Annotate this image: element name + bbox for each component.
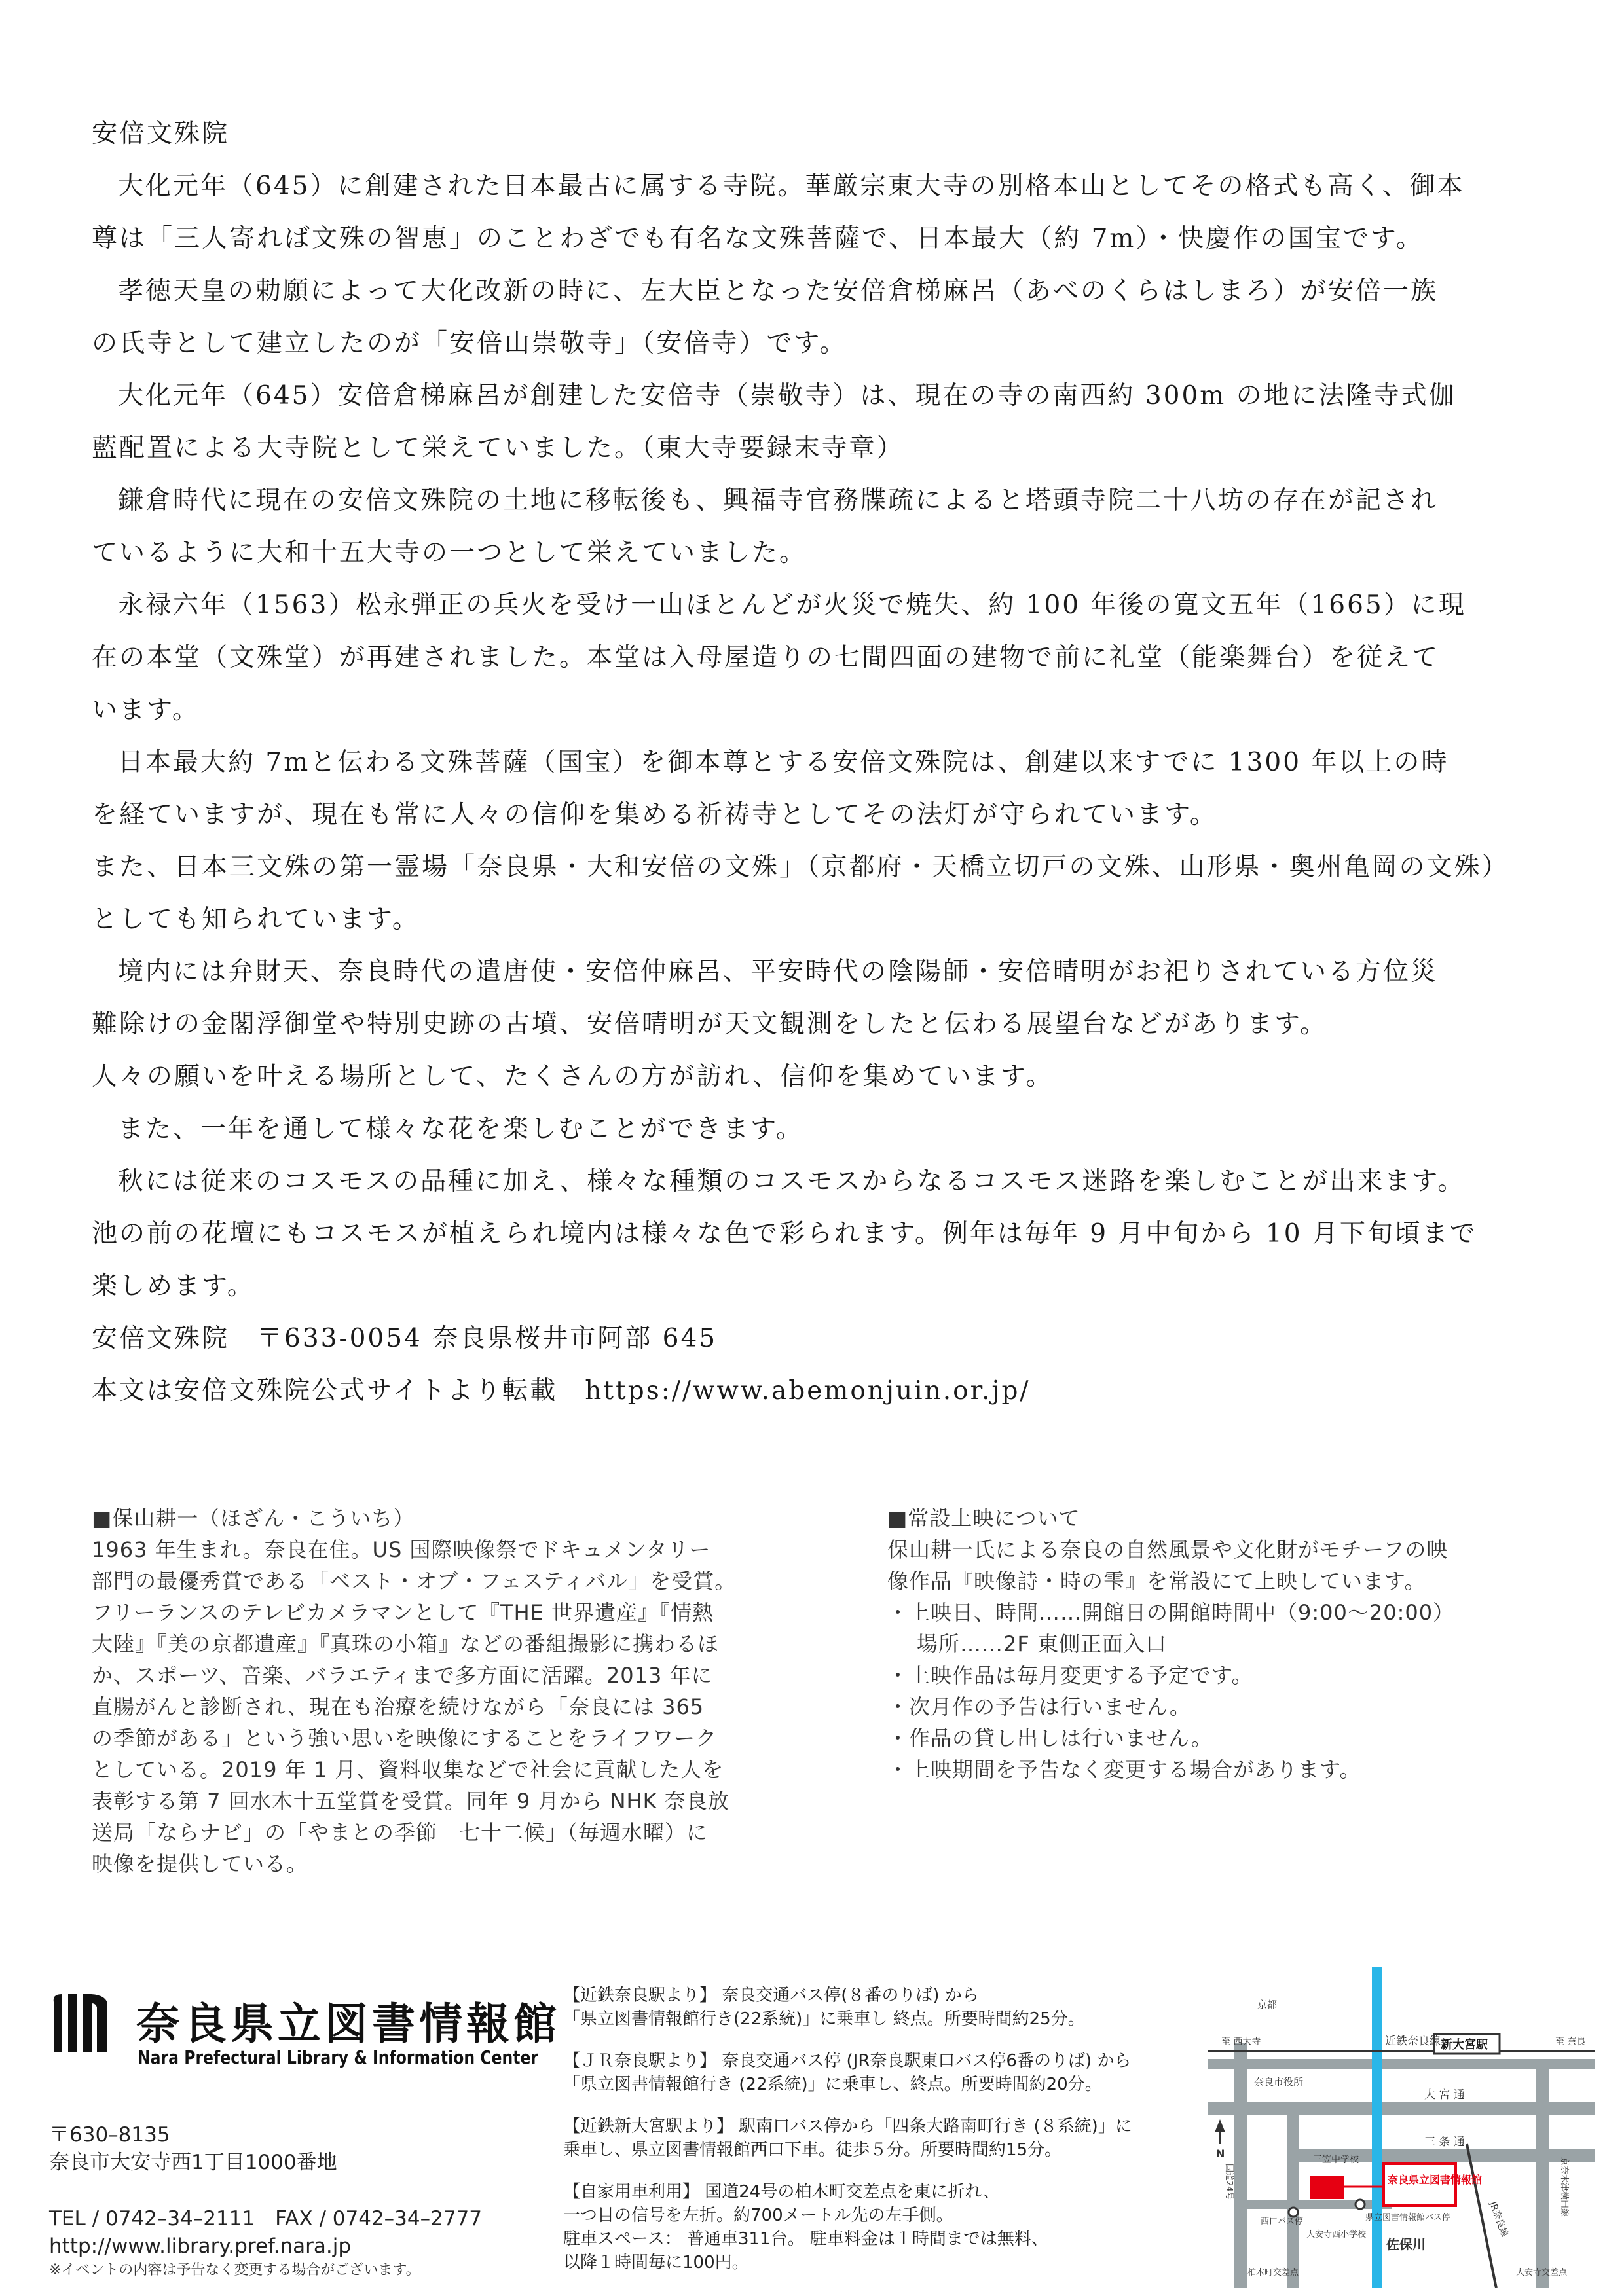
article-line: います。 xyxy=(92,695,200,725)
map-label-kyoto-kizugawa: 京奈木津横田線 xyxy=(1559,2157,1569,2217)
map-label-sangasa: 三笠中学校 xyxy=(1313,2155,1359,2165)
map-label-kashiwagi: 柏木町交差点 xyxy=(1247,2268,1299,2278)
access-block xyxy=(563,2115,1192,2162)
screening-list xyxy=(887,1597,1542,1785)
article-line: 本文は安倍文殊院公式サイトより転載 https://www.abemonjuin.or.jp/ xyxy=(92,1376,1031,1406)
map-label-route24: 国道24号 xyxy=(1224,2164,1234,2200)
profile-line: 大陸』『美の京都遺産』『真珠の小箱』などの番組撮影に携わるほ xyxy=(92,1631,720,1656)
article-body xyxy=(92,160,1539,1417)
library-marker xyxy=(1310,2176,1344,2199)
profile-line: としている。2019 年 1 月、資料収集などで社会に貢献した人を xyxy=(92,1757,724,1782)
library-address xyxy=(49,2121,482,2260)
screening-heading: ■常設上映について xyxy=(887,1506,1080,1531)
access-line: 「県立図書情報館行き(22系統)」に乗車し 終点。所要時間約25分。 xyxy=(563,2009,1085,2029)
article-line: 尊は「三人寄れば文殊の智恵」のことわざでも有名な文殊菩薩で、日本最大（約 7m）・快慶作の国宝です。 xyxy=(92,224,1424,253)
tel-fax: TEL / 0742–34–2111 FAX / 0742–34–2777 xyxy=(49,2207,482,2231)
postal-code: 〒630–8135 xyxy=(49,2123,170,2147)
library-name-jp: 奈良県立図書情報館 xyxy=(136,1999,561,2049)
road-route24 xyxy=(1234,2043,1247,2288)
access-line: 一つ目の信号を左折。約700メートル先の左手側。 xyxy=(563,2206,953,2225)
article-line: 人々の願いを叶える場所として、たくさんの方が訪れ、信仰を集めています。 xyxy=(92,1062,1054,1091)
access-line: 駐車スペース： 普通車311台。 駐車料金は１時間までは無料、 xyxy=(563,2229,1048,2249)
map-label-omiya: 大 宮 通 xyxy=(1424,2088,1465,2102)
library-name-en: Nara Prefectural Library & Information Center xyxy=(138,2047,539,2068)
map-label-daianji-school: 大安寺西小学校 xyxy=(1306,2230,1367,2240)
access-line: 「県立図書情報館行き (22系統)」に乗車し、終点。所要時間約20分。 xyxy=(563,2075,1102,2094)
event-note: ※イベントの内容は予告なく変更する場合がございます。 xyxy=(49,2262,420,2278)
map-label-daianji-crossing: 大安寺交差点 xyxy=(1516,2268,1568,2278)
profile-text xyxy=(92,1534,845,1880)
access-line: 【ＪＲ奈良駅より】 奈良交通バス停 (JR奈良駅東口バス停6番のりば) から xyxy=(563,2051,1132,2071)
article-line: 孝徳天皇の勅願によって大化改新の時に、左大臣となった安倍倉梯麻呂（あべのくらはしまろ）が安倍一族 xyxy=(118,276,1439,306)
article-line: 難除けの金閣浮御堂や特別史跡の古墳、安倍晴明が天文観測をしたと伝わる展望台などがあります。 xyxy=(92,1010,1327,1039)
profile-section xyxy=(92,1503,845,1880)
access-directions xyxy=(563,1984,1192,2293)
screening-intro-line: 保山耕一氏による奈良の自然風景や文化財がモチーフの映 xyxy=(887,1537,1449,1562)
access-line: 以降１時間毎に100円。 xyxy=(563,2253,749,2272)
profile-line: 部門の最優秀賞である「ベスト・オブ・フェスティバル」を受賞。 xyxy=(92,1569,737,1594)
access-block xyxy=(563,2180,1192,2274)
road-east xyxy=(1536,2059,1549,2288)
article-line: 楽しめます。 xyxy=(92,1271,255,1301)
article-line: 秋には従来のコスモスの品種に加え、様々な種類のコスモスからなるコスモス迷路を楽しむことが出来ます。 xyxy=(118,1167,1466,1196)
screening-section xyxy=(887,1503,1542,1785)
article-line: 境内には弁財天、奈良時代の遣唐使・安倍仲麻呂、平安時代の陰陽師・安倍晴明がお祀りされている方位災 xyxy=(118,957,1439,987)
screening-item: ・上映期間を予告なく変更する場合があります。 xyxy=(887,1757,1361,1782)
map-label-shin-omiya: 新大宮駅 xyxy=(1441,2038,1488,2052)
access-block xyxy=(563,2049,1192,2096)
library-logo-icon xyxy=(39,1984,118,2062)
screening-item: ・作品の貸し出しは行いません。 xyxy=(887,1726,1213,1751)
article-line: 日本最大約 7mと伝わる文殊菩薩（国宝）を御本尊とする安倍文殊院は、創建以来すでに 1300 年以上の時 xyxy=(118,748,1449,777)
profile-line: の季節がある」という強い思いを映像にすることをライフワーク xyxy=(92,1726,718,1751)
article xyxy=(92,108,1539,1417)
profile-line: 1963 年生まれ。奈良在住。US 国際映像祭でドキュメンタリー xyxy=(92,1537,711,1562)
profile-line: フリーランスのテレビカメラマンとして『THE 世界遺産』『情熱 xyxy=(92,1600,714,1625)
screening-item: ・上映作品は毎月変更する予定です。 xyxy=(887,1663,1253,1688)
map-label-north: N xyxy=(1216,2147,1225,2160)
road-library xyxy=(1234,2200,1392,2209)
article-line: 池の前の花壇にもコスモスが植えられ境内は様々な色で彩られます。例年は毎年 9 月中旬から 10 月下旬頃まで xyxy=(92,1219,1477,1248)
profile-heading: ■保山耕一（ほざん・こういち） xyxy=(92,1506,415,1531)
access-line: 【近鉄新大宮駅より】 駅南口バス停から「四条大路南町行き (８系統)」に xyxy=(563,2117,1132,2136)
library-bus-stop-icon xyxy=(1356,2200,1365,2209)
west-bus-stop-icon xyxy=(1289,2208,1298,2217)
article-line: 在の本堂（文殊堂）が再建されました。本堂は入母屋造りの七間四面の建物で前に礼堂（能楽舞台）を従えて xyxy=(92,643,1440,672)
map-label-jr: JR奈良線 xyxy=(1487,2200,1510,2238)
map-label-kyoto: 京都 xyxy=(1257,1999,1278,2011)
article-line: 安倍文殊院 〒633-0054 奈良県桜井市阿部 645 xyxy=(92,1324,718,1353)
profile-line: 表彰する第 7 回水木十五堂賞を受賞。同年 9 月から NHK 奈良放 xyxy=(92,1789,729,1813)
access-line: 【自家用車利用】 国道24号の柏木町交差点を東に折れ、 xyxy=(563,2182,1000,2202)
article-line: 大化元年（645）安倍倉梯麻呂が創建した安倍寺（崇敬寺）は、現在の寺の南西約 300m の地に法隆寺式伽 xyxy=(118,381,1456,410)
article-line: 藍配置による大寺院として栄えていました。（東大寺要録末寺章） xyxy=(92,433,904,463)
screening-item: 場所……2F 東側正面入口 xyxy=(917,1631,1167,1656)
profile-line: 直腸がんと診断され、現在も治療を続けながら「奈良には 365 xyxy=(92,1694,705,1719)
access-line: 乗車し、県立図書情報館西口下車。徒歩５分。所要時間約15分。 xyxy=(563,2140,1062,2160)
website-link[interactable]: http://www.library.pref.nara.jp xyxy=(49,2234,352,2258)
screening-intro xyxy=(887,1534,1542,1597)
street-address: 奈良市大安寺西1丁目1000番地 xyxy=(49,2151,337,2174)
profile-line: 送局「ならナビ」の「やまとの季節 七十二候」（毎週水曜）に xyxy=(92,1820,709,1845)
article-line: また、一年を通して様々な花を楽しむことができます。 xyxy=(118,1114,803,1144)
access-map xyxy=(1208,1967,1595,2288)
article-line: を経ていますが、現在も常に人々の信仰を集める祈祷寺としてその法灯が守られています。 xyxy=(92,800,1217,829)
article-line: また、日本三文殊の第一霊場「奈良県・大和安倍の文殊」（京都府・天橋立切戸の文殊、山形県・奥州亀岡の文殊） xyxy=(92,852,1509,882)
article-line: の氏寺として建立したのが「安倍山崇敬寺」（安倍寺）です。 xyxy=(92,329,847,358)
access-block xyxy=(563,1984,1192,2031)
library-logo xyxy=(39,1984,561,2102)
map-label-sanjo: 三 条 通 xyxy=(1424,2136,1465,2149)
screening-intro-line: 像作品『映像詩・時の雫』を常設にて上映しています。 xyxy=(887,1569,1426,1594)
access-line: 【近鉄奈良駅より】 奈良交通バス停(８番のりば) から xyxy=(563,1986,979,2005)
map-label-saho-river: 佐保川 xyxy=(1386,2236,1426,2252)
north-arrow-icon xyxy=(1215,2119,1225,2132)
map-label-library-bus: 県立図書情報館バス停 xyxy=(1365,2213,1451,2223)
map-label-nishi-daiji: 至 西大寺 xyxy=(1221,2037,1261,2047)
article-line: としても知られています。 xyxy=(92,905,420,934)
article-line: 大化元年（645）に創建された日本最古に属する寺院。華厳宗東大寺の別格本山としてその格式も高く、御本 xyxy=(118,172,1465,201)
screening-item: ・次月作の予告は行いません。 xyxy=(887,1694,1191,1719)
screening-item: ・上映日、時間……開館日の開館時間中（9:00〜20:00） xyxy=(887,1600,1455,1625)
map-label-west-bus: 西口バス停 xyxy=(1261,2217,1304,2227)
article-line: ているように大和十五大寺の一つとして栄えていました。 xyxy=(92,538,807,568)
article-line: 鎌倉時代に現在の安倍文殊院の土地に移転後も、興福寺官務牒疏によると塔頭寺院二十八坊の存在が記され xyxy=(118,486,1439,515)
map-label-library: 奈良県立図書情報館 xyxy=(1388,2174,1483,2186)
map-label-kintetsu-line: 近鉄奈良線 xyxy=(1385,2035,1441,2048)
article-line: 永禄六年（1563）松永弾正の兵火を受け一山ほとんどが火災で焼失、約 100 年後の寛文五年（1665）に現 xyxy=(118,591,1466,620)
profile-line: 映像を提供している。 xyxy=(92,1851,308,1876)
profile-line: か、スポーツ、音楽、バラエティまで多方面に活躍。2013 年に xyxy=(92,1663,713,1688)
saho-river xyxy=(1372,1967,1382,2288)
article-title: 安倍文殊院 xyxy=(92,119,230,149)
map-label-city-hall: 奈良市役所 xyxy=(1254,2076,1304,2088)
map-label-nara: 至 奈良 xyxy=(1555,2037,1586,2047)
